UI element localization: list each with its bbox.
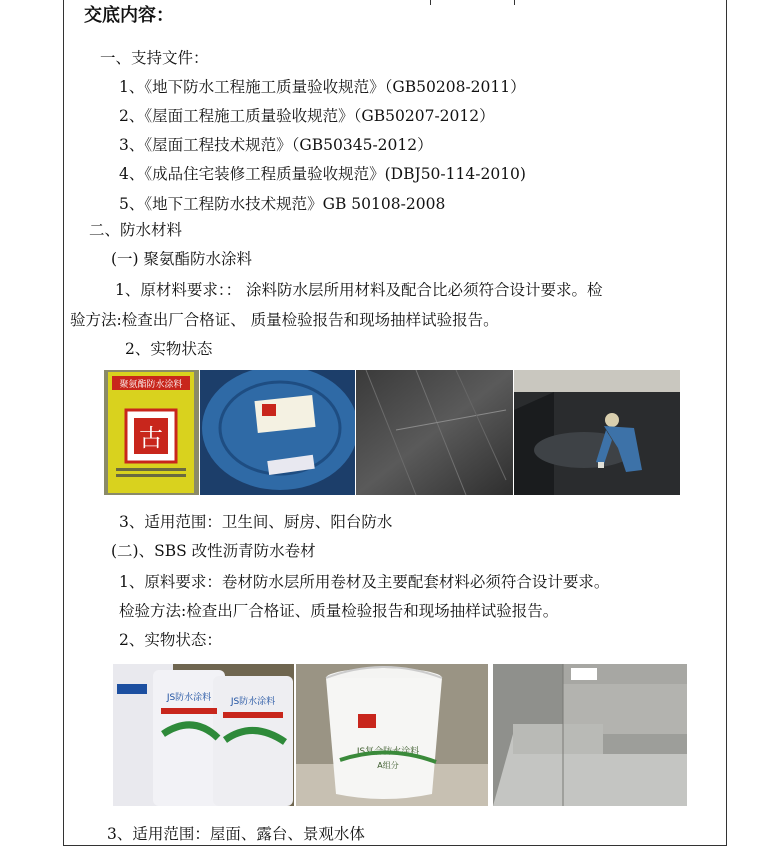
svg-text:古: 古 [139, 424, 163, 452]
svg-text:JS复合防水涂料: JS复合防水涂料 [356, 747, 420, 757]
svg-text:JS防水涂料: JS防水涂料 [166, 693, 212, 703]
sub1-state: 2、实物状态 [125, 340, 213, 358]
section2-title: 二、防水材料 [89, 221, 183, 239]
section1-title: 一、支持文件： [100, 49, 209, 67]
sub2-requirement-line2: 检验方法:检查出厂合格证、质量检验报告和现场抽样试验报告。 [119, 602, 559, 620]
product-can-photo [104, 370, 199, 495]
sub2-state: 2、实物状态： [119, 631, 222, 649]
sub1-scope: 3、适用范围：卫生间、厨房、阳台防水 [119, 513, 393, 531]
doc-item-3: 3、《屋面工程技术规范》（GB50345-2012） [119, 136, 433, 154]
drum-photo [200, 370, 355, 495]
sub2-scope: 3、适用范围：屋面、露台、景观水体 [107, 825, 365, 843]
bathroom-waterproofing-photo [493, 664, 687, 806]
sub1-requirement-line1: 1、原材料要求：： 涂料防水层所用材料及配合比必须符合设计要求。检 [115, 281, 603, 299]
worker-applying-photo [514, 370, 680, 495]
svg-text:A组分: A组分 [377, 761, 399, 770]
svg-text:聚氨酯防水涂料: 聚氨酯防水涂料 [119, 380, 183, 390]
doc-item-4: 4、《成品住宅装修工程质量验收规范》(DBJ50-114-2010) [119, 165, 526, 183]
bucket-photo [296, 664, 488, 806]
heading: 交底内容： [84, 5, 174, 26]
coated-surface-photo [356, 370, 513, 495]
svg-text:JS防水涂料: JS防水涂料 [230, 697, 276, 707]
bags-photo [113, 664, 294, 806]
doc-item-5: 5、《地下工程防水技术规范》GB 50108-2008 [119, 195, 446, 213]
doc-item-2: 2、《屋面工程施工质量验收规范》（GB50207-2012） [119, 107, 495, 125]
sub1-requirement-line2: 验方法:检查出厂合格证、 质量检验报告和现场抽样试验报告。 [70, 311, 499, 329]
sub2-title: (二)、SBS 改性沥青防水卷材 [111, 542, 316, 560]
sub1-title: (一) 聚氨酯防水涂料 [111, 250, 253, 268]
sub2-requirement-line1: 1、原料要求：卷材防水层所用卷材及主要配套材料必须符合设计要求。 [119, 573, 610, 591]
doc-item-1: 1、《地下防水工程施工质量验收规范》（GB50208-2011） [119, 78, 526, 96]
